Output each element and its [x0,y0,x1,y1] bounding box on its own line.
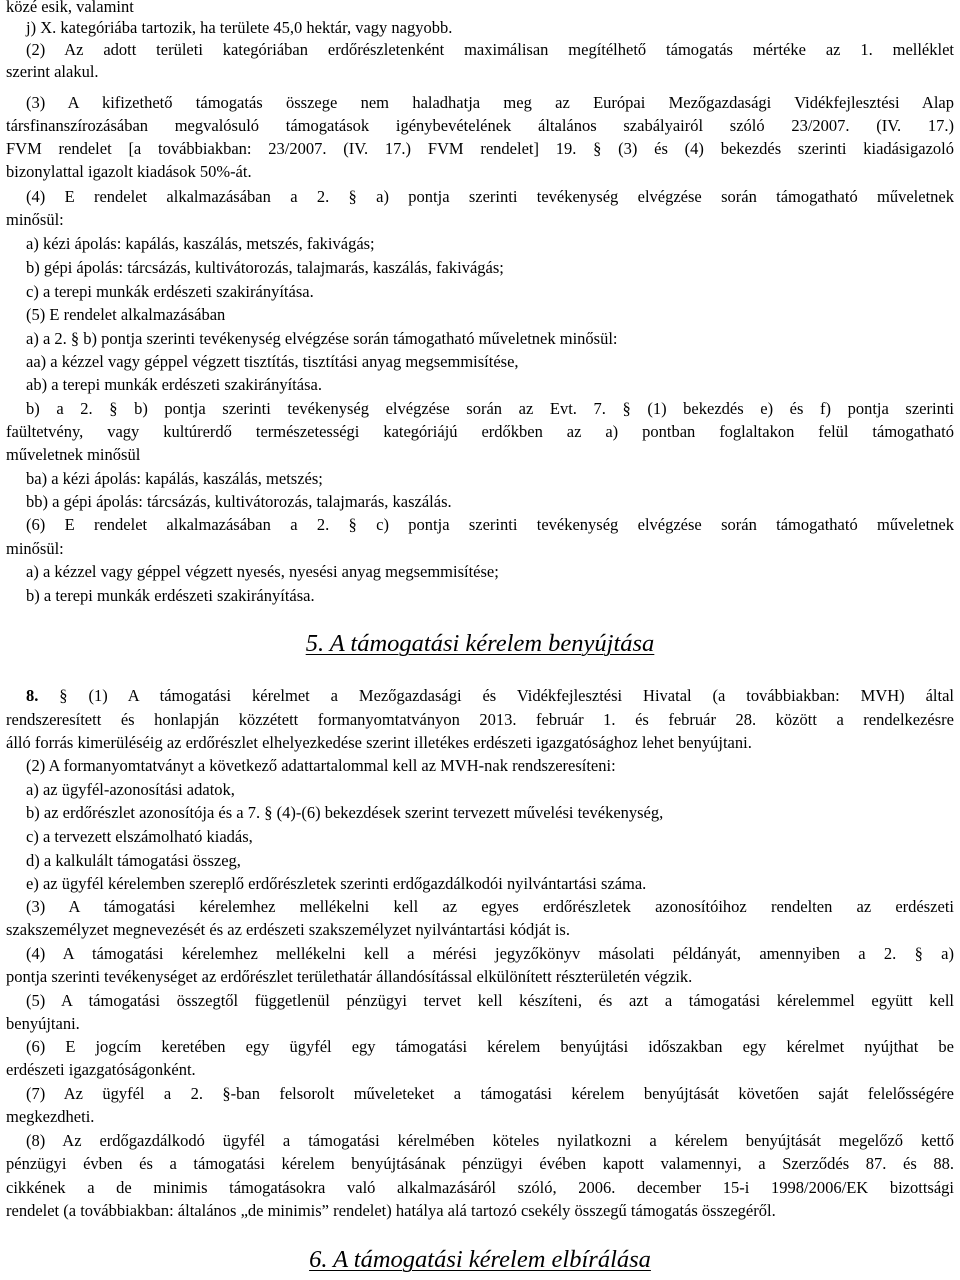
text-line: cikkének a de minimis támogatásokra való alkalmazásáról szóló, 2006. december 15-i 1998/2006/EK bizottsági [6,1178,954,1197]
text-line: pontja szerinti tevékenységet az erdőrészlet területhatár állandósítással elkülönített részterületén végzik. [6,967,693,986]
paragraph-8-first-line [26,686,954,706]
text-line: erdészeti igazgatóságonként. [6,1060,196,1079]
text-line: a) az ügyfél-azonosítási adatok, [26,780,235,799]
text-line: rendszeresített és honlapján közzétett formanyomtatványon 2013. február 1. és február 28. között a rendelkezésre [6,710,954,729]
text-line: műveletnek minősül [6,445,141,464]
text-line: (4) A támogatási kérelemhez mellékelni kell a mérési jegyzőkönyv másolati példányát, amennyiben a 2. § a) [26,944,954,963]
text-line: álló forrás kimerüléséig az erdőrészlet elhelyezkedése szerint illetékes erdészeti igazgatósághoz lehet benyújtani. [6,733,752,752]
text-line: a) kézi ápolás: kapálás, kaszálás, metszés, fakivágás; [26,234,375,253]
text-line: ab) a terepi munkák erdészeti szakirányítása. [26,375,322,394]
text-line: (8) Az erdőgazdálkodó ügyfél a támogatási kérelmében köteles nyilatkozni a kérelem benyújtását megelőző kettő [26,1131,954,1150]
text-line: minősül: [6,539,64,558]
text-line: (2) A formanyomtatványt a következő adattartalommal kell az MVH-nak rendszeresíteni: [26,756,616,775]
text-line: b) a 2. § b) pontja szerinti tevékenység elvégzése során az Evt. 7. § (1) bekezdés e) és f) pontja szerinti [26,399,954,418]
text-line: közé esik, valamint [6,0,134,16]
text-line: c) a tervezett elszámolható kiadás, [26,827,253,846]
text-line: pénzügyi évben és a támogatási kérelem benyújtásának pénzügyi évében kapott valamennyi, a Szerződés 87. és 88. [6,1154,954,1173]
text-line: ba) a kézi ápolás: kapálás, kaszálás, metszés; [26,469,323,488]
text-line: FVM rendelet [a továbbiakban: 23/2007. (IV. 17.) FVM rendelet] 19. § (3) és (4) bekezdés szerinti kiadásigazoló [6,139,954,158]
text-line: faültetvény, vagy kultúrerdő természetességi kategóriájú erdőkben az a) pontban foglaltakon felül támogatható [6,422,954,441]
text-line: aa) a kézzel vagy géppel végzett tisztítás, tisztítási anyag megsemmisítése, [26,352,519,371]
text-line: szerint alakul. [6,62,99,81]
text-line: a) a 2. § b) pontja szerinti tevékenység elvégzése során támogatható műveletnek minősül: [26,329,618,348]
text-line: (5) A támogatási összegtől függetlenül pénzügyi tervet kell készíteni, és azt a támogatási kérelemmel együtt kell [26,991,954,1010]
text-line: (6) E jogcím keretében egy ügyfél egy támogatási kérelem benyújtási időszakban egy kérelmet nyújthat be [26,1037,954,1056]
text-line: (6) E rendelet alkalmazásában a 2. § c) pontja szerinti tevékenység elvégzése során támogatható műveletnek [26,515,954,534]
text-line: társfinanszírozásában megvalósuló támogatások igénybevételének általános szabályairól szóló 23/2007. (IV. 17.) [6,116,954,135]
text-line: benyújtani. [6,1014,80,1033]
text-line: szakszemélyzet megnevezését és az erdészeti szakszemélyzet nyilvántartási kódját is. [6,920,570,939]
text-line: (2) Az adott területi kategóriában erdőrészletenként maximálisan megítélhető támogatás mértéke az 1. melléklet [26,40,954,59]
text-line: b) gépi ápolás: tárcsázás, kultivátorozás, talajmarás, kaszálás, fakivágás; [26,258,504,277]
text-line: (3) A kifizethető támogatás összege nem haladhatja meg az Európai Mezőgazdasági Vidékfejlesztési Alap [26,93,954,112]
text-line: (5) E rendelet alkalmazásában [26,305,226,324]
text-line: megkezdheti. [6,1107,95,1126]
text-line: a) a kézzel vagy géppel végzett nyesés, nyesési anyag megsemmisítése; [26,562,499,581]
section-5-heading: 5. A támogatási kérelem benyújtása [305,630,655,657]
text-line: minősül: [6,210,64,229]
text-line: (3) A támogatási kérelemhez mellékelni kell az egyes erdőrészletek azonosítóihoz rendelten az erdészeti [26,897,954,916]
text-line: j) X. kategóriába tartozik, ha területe 45,0 hektár, vagy nagyobb. [26,18,453,37]
section-6-heading: 6. A támogatási kérelem elbírálása [309,1246,651,1273]
text-line: e) az ügyfél kérelemben szereplő erdőrészletek szerinti erdőgazdálkodói nyilvántartási száma. [26,874,647,893]
text-line: b) a terepi munkák erdészeti szakirányítása. [26,586,315,605]
paragraph-number: 8. [26,686,39,705]
text-line: d) a kalkulált támogatási összeg, [26,851,241,870]
text-line: (7) Az ügyfél a 2. §-ban felsorolt műveleteket a támogatási kérelem benyújtását követően saját felelősségére [26,1084,954,1103]
paragraph-text: § (1) A támogatási kérelmet a Mezőgazdasági és Vidékfejlesztési Hivatal (a továbbiakban: MVH) által [38,686,954,705]
text-line: c) a terepi munkák erdészeti szakirányítása. [26,282,314,301]
text-line: bizonylattal igazolt kiadások 50%-át. [6,162,252,181]
text-line: b) az erdőrészlet azonosítója és a 7. § (4)-(6) bekezdések szerint tervezett művelési tevékenység, [26,803,664,822]
text-line: bb) a gépi ápolás: tárcsázás, kultivátorozás, talajmarás, kaszálás. [26,492,452,511]
text-line: rendelet (a továbbiakban: általános „de minimis” rendelet) hatálya alá tartozó csekély összegű támogatás összegéről. [6,1201,776,1220]
text-line: (4) E rendelet alkalmazásában a 2. § a) pontja szerinti tevékenység elvégzése során támogatható műveletnek [26,187,954,206]
